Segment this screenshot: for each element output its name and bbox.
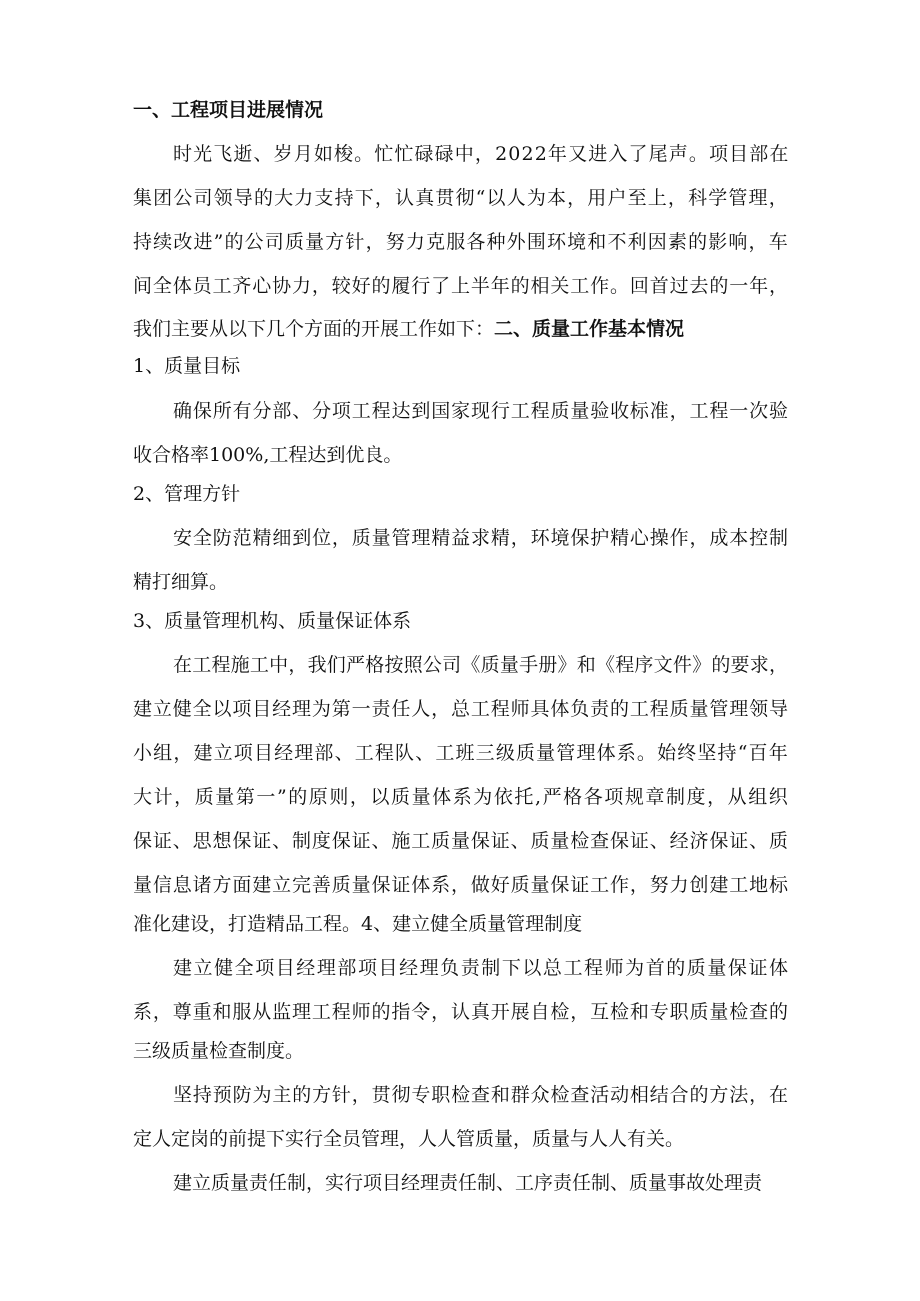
paragraph-line	[133, 274, 789, 298]
body-text: 我们主要从以下几个方面的开展工作如下：	[133, 318, 495, 340]
paragraph-line	[133, 230, 789, 254]
body-text: 建立健全项目经理部项目经理负责制下以总工程师为首的质量保证体	[173, 957, 790, 979]
paragraph-line	[133, 570, 228, 594]
body-text: 安全防范精细到位，质量管理精益求精，环境保护精心操作，成本控制	[173, 527, 789, 549]
body-text: 保证、思想保证、制度保证、施工质量保证、质量检查保证、经济保证、质	[133, 830, 789, 852]
paragraph-line	[173, 956, 790, 980]
body-text: 小组，建立项目经理部、工程队、工班三级质量管理体系。始终坚持“百年	[133, 742, 789, 764]
body-text: 集团公司领导的大力支持下，认真贯彻“以人为本，用户至上，科学管理，	[133, 187, 789, 209]
heading-text: 一、工程项目进展情况	[133, 99, 324, 121]
body-text: 准化建设，打造精品工程。4、建立健全质量管理制度	[133, 913, 583, 935]
body-text: 间全体员工齐心协力，较好的履行了上半年的相关工作。回首过去的一年，	[133, 275, 789, 297]
heading-text: 二、质量工作基本情况	[494, 318, 685, 340]
paragraph-line	[133, 1000, 789, 1024]
paragraph-line	[133, 873, 789, 897]
paragraph-line	[133, 1127, 684, 1151]
body-text: 收合格率100%,工程达到优良。	[133, 444, 403, 466]
paragraph-line	[133, 741, 789, 765]
paragraph-line	[173, 1171, 762, 1195]
subsection-heading-quality-system	[133, 609, 411, 633]
body-text: 持续改进”的公司质量方针，努力克服各种外围环境和不利因素的影响，车	[133, 231, 789, 253]
body-text: 3、质量管理机构、质量保证体系	[133, 610, 412, 632]
paragraph-line	[173, 142, 789, 166]
body-text: 大计，质量第一”的原则，以质量体系为依托,严格各项规章制度，从组织	[133, 786, 790, 808]
paragraph-line	[173, 1083, 789, 1107]
body-text: 1、质量目标	[133, 355, 241, 377]
body-text: 三级质量检查制度。	[133, 1040, 305, 1062]
paragraph-line	[133, 443, 402, 467]
body-text: 建立健全以项目经理为第一责任人，总工程师具体负责的工程质量管理领导	[133, 698, 789, 720]
paragraph-line	[173, 526, 789, 550]
body-text: 确保所有分部、分项工程达到国家现行工程质量验收标准，工程一次验	[173, 400, 789, 422]
section-heading-1	[133, 98, 323, 122]
paragraph-line-with-heading-2	[133, 317, 684, 341]
paragraph-line	[133, 829, 789, 853]
paragraph-line	[173, 653, 788, 677]
body-text: 在工程施工中，我们严格按照公司《质量手册》和《程序文件》的要求，	[173, 654, 789, 676]
body-text: 精打细算。	[133, 571, 229, 593]
paragraph-line	[133, 1039, 304, 1063]
paragraph-line-with-subheading-4	[133, 912, 582, 936]
body-text: 系，尊重和服从监理工程师的指令，认真开展自检，互检和专职质量检查的	[133, 1001, 789, 1023]
body-text: 量信息诸方面建立完善质量保证体系，做好质量保证工作，努力创建工地标	[133, 874, 789, 896]
body-text: 2、管理方针	[133, 483, 241, 505]
body-text: 定人定岗的前提下实行全员管理，人人管质量，质量与人人有关。	[133, 1128, 685, 1150]
body-text: 坚持预防为主的方针，贯彻专职检查和群众检查活动相结合的方法，在	[173, 1084, 789, 1106]
paragraph-line	[173, 399, 789, 423]
paragraph-line	[133, 785, 789, 809]
subsection-heading-quality-target	[133, 354, 240, 378]
body-text: 建立质量责任制，实行项目经理责任制、工序责任制、质量事故处理责	[173, 1172, 763, 1194]
body-text: 时光飞逝、岁月如梭。忙忙碌碌中，2022年又进入了尾声。项目部在	[173, 143, 790, 165]
subsection-heading-management-policy	[133, 482, 240, 506]
paragraph-line	[133, 186, 789, 210]
paragraph-line	[133, 697, 789, 721]
